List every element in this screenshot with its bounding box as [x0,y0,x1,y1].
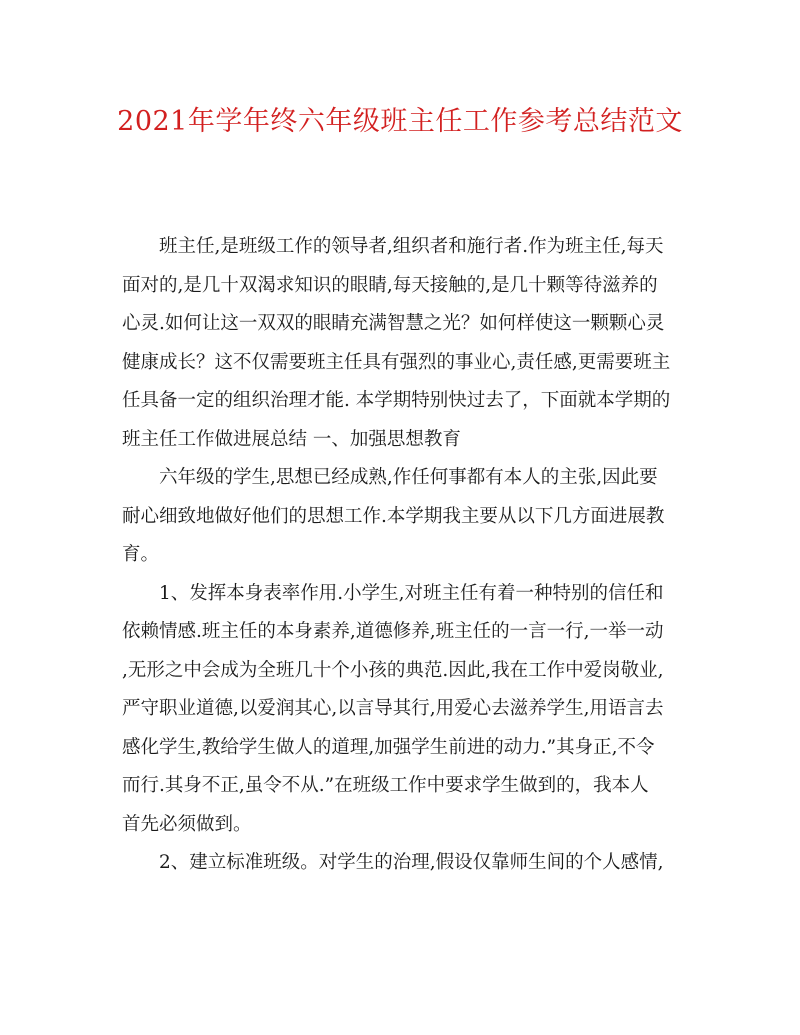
paragraph-4 [122,844,682,883]
paragraph-1 [122,228,682,459]
paragraph-line: 六年级的学生,思想已经成熟,作任何事都有本人的主张,因此要 [159,467,658,488]
paragraph-line: 班主任工作做进展总结 一、加强思想教育 [122,428,461,450]
paragraph-line: 2、建立标准班级。对学生的治理,假设仅靠师生间的个人感情, [159,852,664,873]
paragraph-2 [122,459,682,575]
paragraph-line: 感化学生,教给学生做人的道理,加强学生前进的动力.”其身正,不令 [122,736,655,758]
paragraph-line: 而行.其身不正,虽令不从.”在班级工作中要求学生做到的，我本人 [122,775,649,796]
paragraph-3 [122,575,682,845]
paragraph-line: 首先必须做到。 [122,813,252,835]
document-title: 2021年学年终六年级班主任工作参考总结范文 [117,106,683,137]
document-body [122,228,682,883]
paragraph-line: 健康成长？这不仅需要班主任具有强烈的事业心,责任感,更需要班主 [122,351,671,373]
paragraph-line: 班主任,是班级工作的领导者,组织者和施行者.作为班主任,每天 [159,236,664,257]
paragraph-line: 任具备一定的组织治理才能. 本学期特别快过去了，下面就本学期的 [122,390,671,411]
paragraph-line: 依赖情感.班主任的本身素养,道德修养,班主任的一言一行,一举一动 [122,621,664,642]
paragraph-line: 育。 [122,544,160,565]
paragraph-line: 耐心细致地做好他们的思想工作.本学期我主要从以下几方面进展教 [122,505,665,527]
paragraph-line: 1、发挥本身表率作用.小学生,对班主任有着一种特别的信任和 [159,582,664,604]
paragraph-line: 心灵.如何让这一双双的眼睛充满智慧之光？如何样使这一颗颗心灵 [122,313,665,334]
paragraph-line: ,无形之中会成为全班几十个小孩的典范.因此,我在工作中爱岗敬业, [122,659,664,681]
paragraph-line: 面对的,是几十双渴求知识的眼睛,每天接触的,是几十颗等待滋养的 [122,274,658,296]
paragraph-line: 严守职业道德,以爱润其心,以言导其行,用爱心去滋养学生,用语言去 [122,698,664,719]
